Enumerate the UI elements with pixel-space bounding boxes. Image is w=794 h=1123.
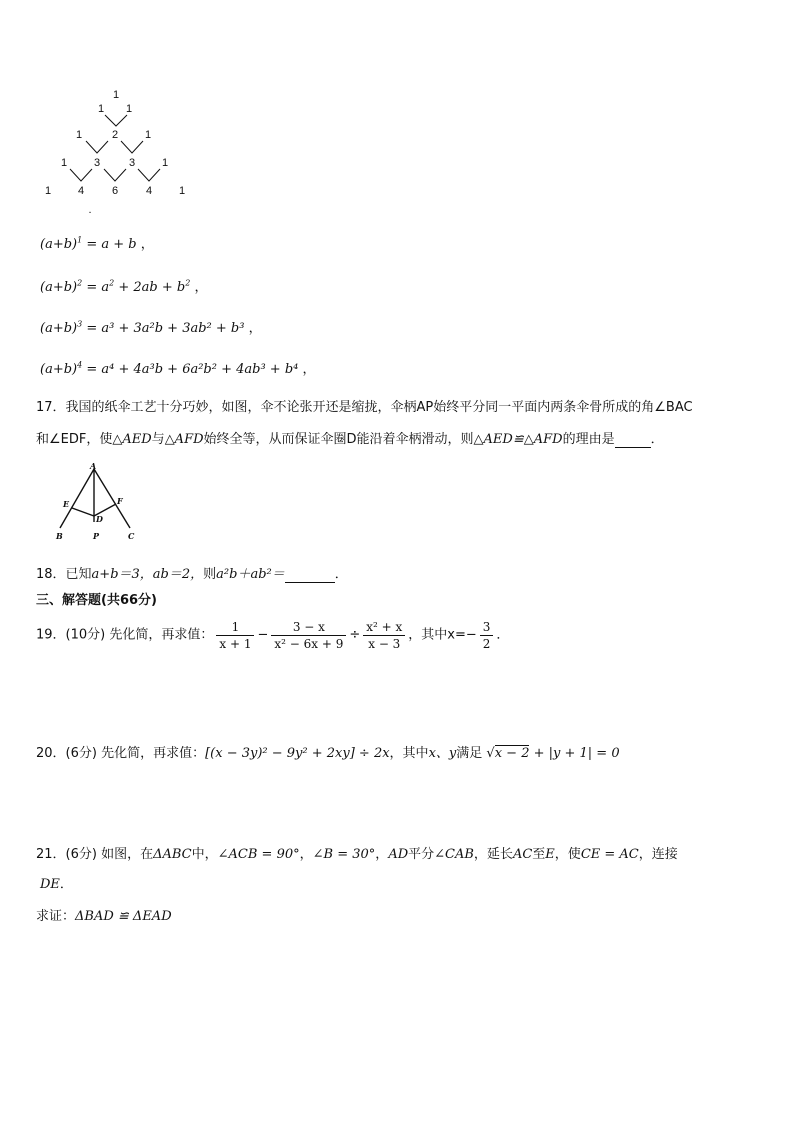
triangle-number: 1 (144, 129, 152, 141)
q19-fraction-3: $\frac{\text{x² + x}}{x - 3}$ (363, 619, 405, 652)
q19-fraction-1: $\frac{1}{x + 1}$ (216, 619, 254, 652)
expansion-tail: ， (248, 321, 262, 336)
q21-angle: ∠B = 30° (312, 847, 376, 862)
point-label-f: F (117, 496, 123, 506)
q19-operator: − (257, 627, 269, 643)
triangle-connectors (0, 0, 200, 200)
triangle-number: 4 (77, 185, 85, 197)
q18-answer-blank[interactable] (285, 567, 335, 583)
expansion-rhs: = a + b (86, 237, 137, 252)
q20-variables: x、y (428, 746, 457, 761)
triangle-dot: . (88, 204, 92, 216)
q18-condition: ab＝2， (152, 567, 204, 582)
q21-text: 平分 (408, 847, 435, 862)
q21-segment-equation: CE = AC (580, 847, 639, 862)
q21-text: 至 (532, 847, 546, 862)
q17-text: ． (650, 432, 664, 447)
q19-line (36, 619, 509, 652)
q21-text: ，使 (554, 847, 581, 862)
expansion-line-4 (40, 358, 316, 377)
q18-text: ． (334, 567, 348, 582)
expansion-exponent: 3 (77, 319, 83, 329)
q19-fraction-4: $\frac{3}{2}$ (480, 619, 494, 652)
q18-condition: a+b＝3， (91, 567, 153, 582)
triangle-number: 1 (112, 89, 120, 101)
q21-line-1 (36, 843, 678, 862)
q17-text: 始终全等，从而保证伞圈D能沿着伞柄滑动，则 (203, 432, 474, 447)
q21-text: ． (59, 877, 73, 892)
q18-line (36, 563, 348, 583)
expansion-tail: ， (194, 280, 208, 295)
q18-expression: a²b＋ab²＝ (216, 567, 285, 582)
point-label-d: D (96, 514, 103, 524)
triangle-number: 1 (178, 185, 186, 197)
triangle-number: 1 (75, 129, 83, 141)
expansion-line-1 (40, 233, 154, 252)
q21-text: ， (299, 847, 313, 862)
point-label-b: B (56, 531, 63, 541)
triangle-number: 2 (111, 129, 119, 141)
q21-point: E (545, 847, 555, 862)
q19-operator: ÷ (349, 627, 361, 643)
q18-text: 则 (203, 567, 217, 582)
expansion-lhs: (a+b) (40, 321, 78, 336)
q17-text: 与 (151, 432, 165, 447)
q17-text: 和∠EDF，使 (36, 432, 113, 447)
q19-fraction-2: $\frac{3 - x}{\text{x² − 6x + 9}}$ (271, 619, 346, 652)
q20-abs-part: + |y + 1| = 0 (529, 746, 620, 761)
q20-sqrt-inner: x − 2 (494, 746, 530, 761)
triangle-number: 4 (145, 185, 153, 197)
expansion-line-3 (40, 317, 262, 336)
expansion-exponent: 1 (77, 235, 83, 245)
q21-angle: ∠ACB = 90° (217, 847, 300, 862)
q19-text: ，其中x=− (408, 627, 477, 643)
triangle-number: 1 (44, 185, 52, 197)
expansion-exponent: 4 (77, 360, 83, 370)
q21-text: ，连接 (638, 847, 678, 862)
expansion-rhs: = a (86, 280, 110, 295)
q21-prove-statement: ΔBAD ≌ ΔEAD (75, 909, 172, 924)
expansion-rhs: = a⁴ + 4a³b + 6a²b² + 4ab³ + b⁴ (86, 362, 299, 377)
q21-prove-label: 求证： (36, 909, 76, 924)
q20-text: 满足 (456, 746, 483, 761)
q21-angle: ∠CAB (434, 847, 474, 862)
q21-triangle: ΔABC (153, 847, 192, 862)
expansion-lhs: (a+b) (40, 237, 78, 252)
expansion-tail: ， (140, 237, 154, 252)
triangle-number: 1 (97, 103, 105, 115)
umbrella-figure (50, 460, 150, 542)
q19-text: ． (496, 627, 510, 643)
q20-condition: √x − 2 + |y + 1| = 0 (486, 746, 620, 761)
q17-line-1: 17．我国的纸伞工艺十分巧妙，如图，伞不论张开还是缩拢，伞柄AP始终平分同一平面内两条伞骨所成的角∠BAC (36, 400, 693, 415)
triangle-number: 1 (125, 103, 133, 115)
q21-text: ，延长 (473, 847, 513, 862)
expansion-rhs: + 2ab + b (114, 280, 186, 295)
triangle-number: 3 (128, 157, 136, 169)
point-label-c: C (128, 531, 135, 541)
point-label-e: E (63, 499, 70, 509)
q17-text: 的理由是 (562, 432, 615, 447)
triangle-number: 1 (161, 157, 169, 169)
q20-text: ，其中 (389, 746, 429, 761)
q17-congruence: △AED≌△AFD (473, 432, 563, 447)
q18-text: 18．已知 (36, 567, 92, 582)
triangle-number: 6 (111, 185, 119, 197)
expansion-lhs: (a+b) (40, 362, 78, 377)
q21-text: 21．(6分) 如图，在 (36, 847, 154, 862)
q21-text: 中， (191, 847, 218, 862)
expansion-exponent: 2 (77, 278, 83, 288)
q21-segment: DE (40, 877, 60, 892)
q21-line-2 (40, 873, 73, 892)
q21-prove (36, 905, 172, 924)
q17-triangle-aed: △AED (112, 432, 152, 447)
section-heading: 三、解答题(共66分) (36, 593, 157, 608)
q17-line-2 (36, 428, 664, 448)
q20-expression: [(x − 3y)² − 9y² + 2xy] ÷ 2x (205, 746, 390, 761)
expansion-lhs: (a+b) (40, 280, 78, 295)
q21-segment: AC (512, 847, 533, 862)
point-label-a: A (90, 461, 97, 471)
q21-text: ， (375, 847, 389, 862)
q20-text: 20．(6分) 先化简，再求值： (36, 746, 206, 761)
triangle-number: 1 (60, 157, 68, 169)
q17-triangle-afd: △AFD (164, 432, 204, 447)
point-label-p: P (93, 531, 100, 541)
q19-text: 19．(10分) 先化简，再求值： (36, 627, 214, 643)
q20-line (36, 742, 620, 761)
expansion-tail: ， (302, 362, 316, 377)
q17-answer-blank[interactable] (615, 432, 651, 448)
expansion-line-2: $(a+b)^2 = a^2 + 2ab + b^2$ ， (40, 278, 208, 295)
expansion-rhs: = a³ + 3a²b + 3ab² + b³ (86, 321, 245, 336)
q21-segment: AD (388, 847, 409, 862)
triangle-number: 3 (93, 157, 101, 169)
